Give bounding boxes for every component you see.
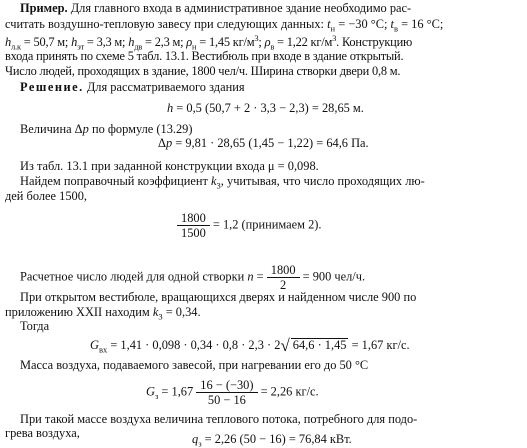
k3-line-1 — [20, 175, 425, 190]
subscript: 3 — [216, 180, 221, 191]
superscript: 3 — [332, 33, 337, 43]
formula-dp — [158, 137, 369, 149]
subscript: н — [330, 23, 336, 34]
value: = 50,7 м; — [20, 35, 72, 50]
symbol: G — [146, 384, 155, 399]
symbol: p — [165, 136, 173, 150]
formula-h — [167, 102, 364, 114]
solution-text: Величина Δ — [20, 122, 83, 136]
solution-text: = 0,34. — [162, 305, 201, 319]
formula: = 1,67 кг/с. — [348, 338, 410, 352]
vest-line-1: При открытом вестибюле, вращающихся дверях и найденном числе 900 по — [20, 290, 417, 304]
problem-line-5: Число людей, проходящих в здание, 1800 чел/ч. Ширина створки двери 0,8 м. — [5, 64, 401, 78]
solution-text: , учитывая, что число проходящих лю- — [220, 174, 425, 188]
formula: = 1,67 — [158, 384, 197, 399]
symbol: ρ — [186, 35, 193, 50]
value: = 1,22 кг/м — [274, 35, 333, 50]
k3-line-2: дей более 1500, — [5, 189, 88, 203]
formula-g3 — [146, 378, 319, 408]
formula: = 2,26 (50 − 16) = 76,84 кВт. — [201, 432, 352, 446]
symbol: Δ — [158, 136, 166, 150]
subscript: 3 — [158, 311, 163, 322]
numerator: 1800 — [177, 211, 210, 226]
symbol: h — [167, 101, 174, 115]
problem-title: Пример. — [20, 1, 68, 15]
symbol: k — [152, 305, 159, 319]
solution-line-1 — [20, 81, 245, 93]
value: = −30 °С; — [335, 17, 391, 31]
formula-gvx — [90, 337, 410, 354]
denominator: 1500 — [181, 226, 206, 241]
radical-sign: √ — [280, 336, 290, 355]
value: = 2,3 м; — [142, 35, 187, 50]
subscript: л.к — [11, 41, 21, 52]
fraction — [196, 378, 257, 408]
dp-intro — [20, 123, 193, 135]
problem-text: . Конструкцию — [336, 35, 413, 50]
subscript: в — [393, 23, 398, 34]
symbol: h — [128, 35, 135, 50]
then-line: Тогда — [20, 319, 50, 333]
symbol: p — [82, 122, 89, 136]
denominator: 2 — [280, 278, 287, 293]
symbol: t — [327, 17, 331, 31]
subscript: в — [270, 41, 275, 52]
formula: = 2,26 кг/с. — [257, 384, 319, 399]
numerator: 16 − (−30) — [196, 378, 257, 393]
superscript: 3 — [254, 33, 259, 43]
symbol: t — [390, 17, 394, 31]
value: = 3,3 м; — [84, 35, 129, 50]
formula: = 9,81 · 28,65 (1,45 − 1,22) = 64,6 Па. — [172, 136, 369, 150]
subscript: з — [198, 438, 202, 448]
heat-line-1: При такой массе воздуха величина теплового потока, потребного для подо- — [20, 412, 418, 426]
fraction — [177, 211, 210, 241]
separator: ; — [258, 35, 265, 50]
solution-label: Решение. — [20, 80, 84, 94]
subscript: эт — [77, 41, 85, 52]
subscript: н — [192, 41, 197, 52]
symbol: G — [90, 338, 99, 352]
symbol: h — [71, 35, 78, 50]
problem-line-1 — [20, 2, 411, 14]
formula: = 1,2 (принимаем 2). — [209, 217, 322, 232]
value: = 1,45 кг/м — [196, 35, 255, 50]
heat-line-2: грева воздуха, — [5, 426, 80, 440]
formula: = 900 чел/ч. — [299, 269, 366, 284]
denominator: 50 − 16 — [207, 393, 246, 408]
solution-text: приложению XXII находим — [5, 305, 153, 319]
subscript: з — [154, 391, 159, 402]
problem-text: считать воздушно-тепловую завесу при следующих данных: — [5, 17, 328, 31]
symbol: n — [247, 269, 254, 284]
subscript: дв — [134, 41, 143, 52]
solution-text: Найдем поправочный коэффициент — [20, 174, 212, 188]
mass-line: Масса воздуха, подаваемого завесой, при нагревании его до 50 °С — [20, 358, 369, 372]
value: = 16 °С; — [397, 17, 444, 31]
formula-ratio — [177, 211, 322, 241]
symbol: ρ — [264, 35, 271, 50]
symbol: k — [211, 174, 217, 188]
symbol: q — [192, 432, 199, 446]
formula: = 0,5 (50,7 + 2 · 3,3 − 2,3) = 28,65 м. — [173, 101, 364, 115]
subscript: вх — [98, 344, 108, 355]
solution-text: по формуле (13.29) — [88, 122, 193, 136]
radicand: 64,6 · 1,45 — [292, 338, 347, 352]
problem-line-2 — [5, 18, 443, 33]
fraction — [267, 263, 300, 293]
mu-line: Из табл. 13.1 при заданной конструкции входа μ = 0,098. — [20, 159, 319, 173]
formula-n — [20, 263, 365, 293]
problem-line-4: входа принять по схеме 5 табл. 13.1. Вестибюль при входе в здание открытый. — [5, 49, 404, 63]
equals: = — [253, 269, 267, 284]
solution-text: Для рассматриваемого здания — [83, 80, 245, 94]
solution-text: Расчетное число людей для одной створки — [20, 269, 248, 284]
symbol: h — [5, 35, 11, 50]
formula: = 1,41 · 0,098 · 0,34 · 0,8 · 2,3 · 2 — [107, 338, 281, 352]
numerator: 1800 — [267, 263, 300, 278]
problem-text: Для главного входа в административное здание необходимо рас- — [67, 1, 412, 15]
